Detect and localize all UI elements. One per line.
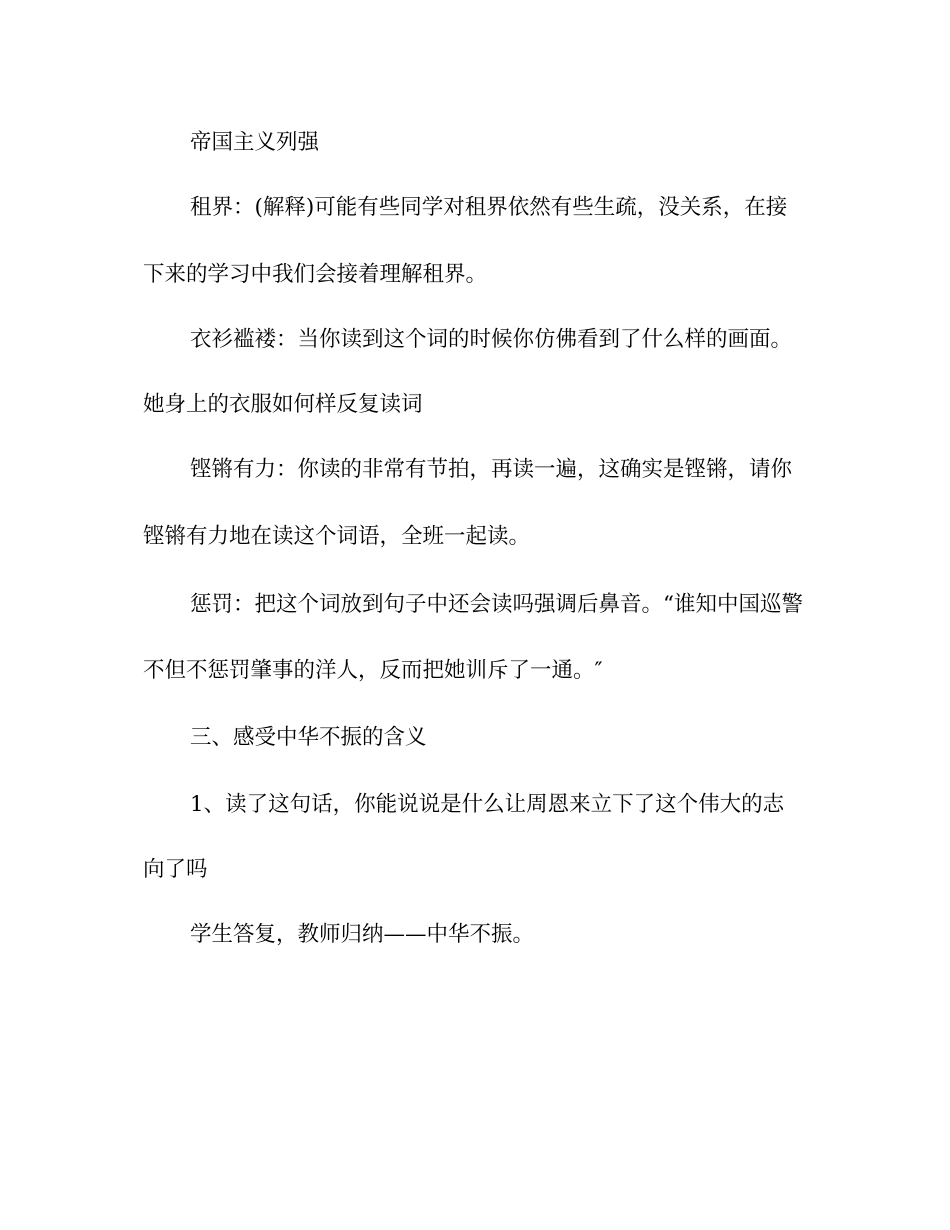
paragraph-line: 1、读了这句话，你能说说是什么让周恩来立下了这个伟大的志 <box>190 792 785 817</box>
paragraph-line: 帝国主义列强 <box>190 130 320 155</box>
paragraph-line: 铿锵有力地在读这个词语，全班一起读。 <box>143 524 531 549</box>
paragraph-line: 她身上的衣服如何样反复读词 <box>143 392 423 417</box>
paragraph-line: 下来的学习中我们会接着理解租界。 <box>143 262 488 287</box>
paragraph-line: 向了吗 <box>143 857 208 882</box>
paragraph-line: 学生答复，教师归纳——中华不振。 <box>190 922 535 947</box>
paragraph-line: 铿锵有力：你读的非常有节拍，再读一遍，这确实是铿锵，请你 <box>190 457 793 482</box>
section-heading: 三、感受中华不振的含义 <box>190 725 427 750</box>
paragraph-line: 惩罚：把这个词放到句子中还会读吗强调后鼻音。“谁知中国巡警 <box>190 592 803 617</box>
paragraph-line: 租界：(解释)可能有些同学对租界依然有些生疏，没关系，在接 <box>190 195 788 220</box>
paragraph-line: 衣衫褴褛：当你读到这个词的时候你仿佛看到了什么样的画面。 <box>190 327 793 352</box>
paragraph-line: 不但不惩罚肇事的洋人，反而把她训斥了一通。″ <box>143 658 603 683</box>
